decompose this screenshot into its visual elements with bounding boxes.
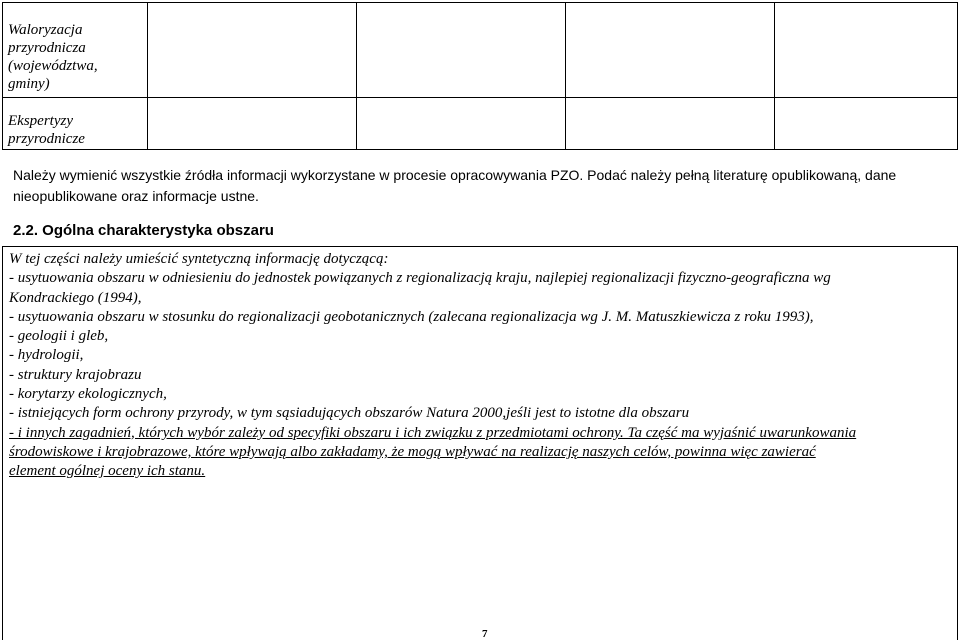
instruction-line: - istniejących form ochrony przyrody, w tym sąsiadujących obszarów Natura 2000,jeśli jest to istotne dla obszaru <box>9 405 690 422</box>
instruction-text <box>9 250 949 482</box>
table-cell <box>565 2 775 98</box>
page-number: 7 <box>482 628 488 640</box>
note-line: Należy wymienić wszystkie źródła informacji wykorzystane w procesie opracowywania PZO. Podać należy pełną literaturę opublikowaną, dane <box>13 167 897 183</box>
data-sources-table <box>2 2 958 150</box>
label-line: przyrodnicze <box>8 131 85 147</box>
table-cell <box>565 97 775 150</box>
instruction-line: - struktury krajobrazu <box>9 366 142 383</box>
instruction-line: Kondrackiego (1994), <box>9 289 142 306</box>
label-line: gminy) <box>8 76 50 92</box>
instruction-line: - geologii i gleb, <box>9 328 109 345</box>
label-waloryzacja <box>8 21 138 93</box>
table-cell <box>774 97 958 150</box>
instruction-line: - usytuowania obszaru w odniesieniu do jednostek powiązanych z regionalizacją kraju, najlepiej regionalizacji fizyczno-geograficzna wg <box>9 270 831 287</box>
instruction-line-underlined: środowiskowe i krajobrazowe, które wpływają albo zakładamy, że mogą wpływać na realizację naszych celów, powinna więc zawierać <box>9 443 816 460</box>
label-line: (województwa, <box>8 58 98 74</box>
instruction-line-underlined: element ogólnej oceny ich stanu. <box>9 463 206 480</box>
instruction-line: - korytarzy ekologicznych, <box>9 386 167 403</box>
table-cell <box>147 2 357 98</box>
instruction-box <box>2 246 958 640</box>
label-line: Waloryzacja <box>8 22 83 38</box>
table-cell <box>774 2 958 98</box>
instruction-line-underlined: - i innych zagadnień, których wybór zależy od specyfiki obszaru i ich związku z przedmiotami ochrony. Ta część ma wyjaśnić uwarunkowania <box>9 424 857 441</box>
table-cell-label-1 <box>2 2 148 98</box>
note-line: nieopublikowane oraz informacje ustne. <box>13 188 259 204</box>
table-cell-label-2 <box>2 97 148 150</box>
instruction-line: - usytuowania obszaru w stosunku do regionalizacji geobotanicznych (zalecana regionalizacja wg J. M. Matuszkiewicza z roku 1993), <box>9 308 814 325</box>
sources-note <box>13 165 953 207</box>
label-line: przyrodnicza <box>8 40 86 56</box>
table-cell <box>356 2 566 98</box>
table-cell <box>356 97 566 150</box>
instruction-line: - hydrologii, <box>9 347 84 364</box>
section-heading: 2.2. Ogólna charakterystyka obszaru <box>13 222 274 239</box>
table-cell <box>147 97 357 150</box>
label-ekspertyzy <box>8 112 138 148</box>
label-line: Ekspertyzy <box>8 113 73 129</box>
instruction-line: W tej części należy umieścić syntetyczną informację dotyczącą: <box>9 251 389 267</box>
